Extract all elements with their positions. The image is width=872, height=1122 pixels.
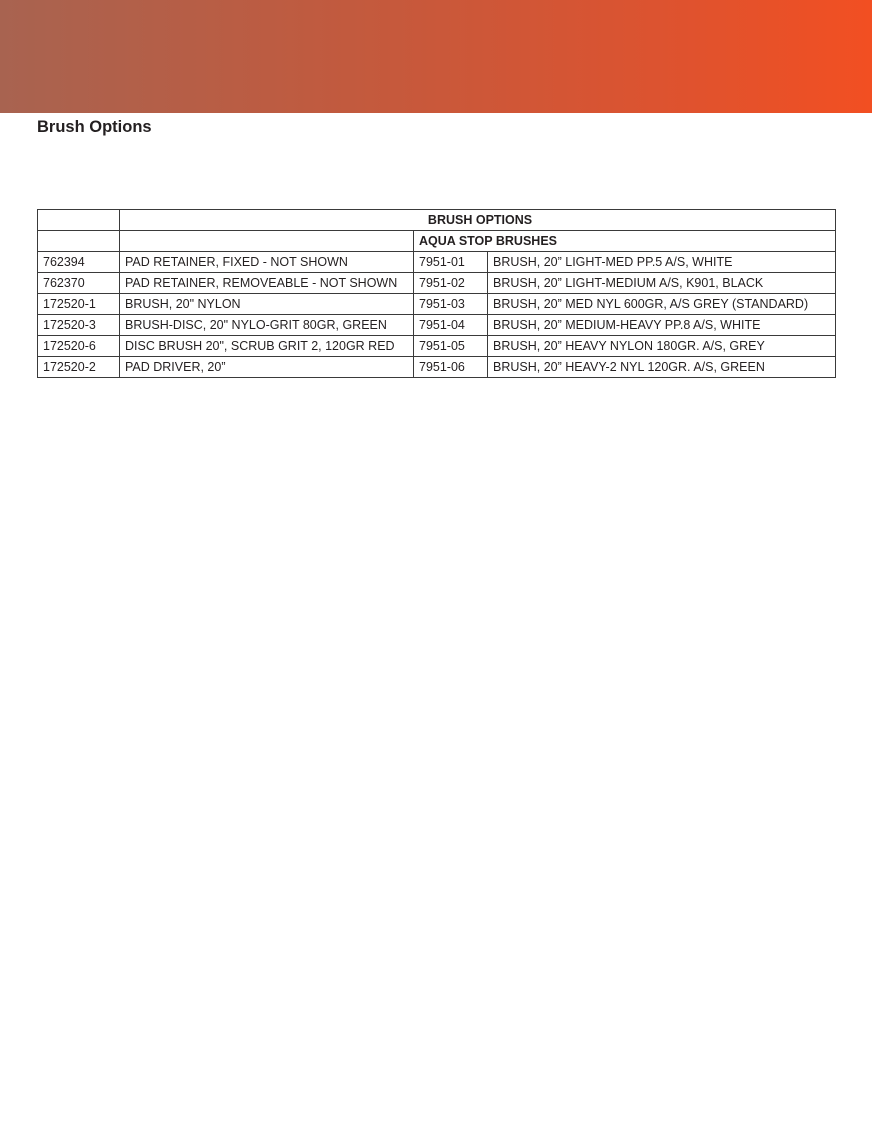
left-description: PAD RETAINER, REMOVEABLE - NOT SHOWN bbox=[120, 273, 414, 294]
subheader-blank-part bbox=[38, 231, 120, 252]
left-description: PAD DRIVER, 20” bbox=[120, 357, 414, 378]
right-description: BRUSH, 20” LIGHT-MEDIUM A/S, K901, BLACK bbox=[488, 273, 836, 294]
left-part-number: 172520-2 bbox=[38, 357, 120, 378]
left-description: PAD RETAINER, FIXED - NOT SHOWN bbox=[120, 252, 414, 273]
table-subheader-row bbox=[38, 231, 836, 252]
page-title: Brush Options bbox=[37, 118, 152, 136]
right-part-number: 7951-04 bbox=[414, 315, 488, 336]
aqua-stop-subheader: AQUA STOP BRUSHES bbox=[414, 231, 836, 252]
table-row bbox=[38, 315, 836, 336]
left-part-number: 762394 bbox=[38, 252, 120, 273]
table-row bbox=[38, 294, 836, 315]
table-title-spacer bbox=[38, 210, 120, 231]
left-description: DISC BRUSH 20", SCRUB GRIT 2, 120GR RED bbox=[120, 336, 414, 357]
right-part-number: 7951-01 bbox=[414, 252, 488, 273]
left-part-number: 762370 bbox=[38, 273, 120, 294]
left-description: BRUSH-DISC, 20" NYLO-GRIT 80GR, GREEN bbox=[120, 315, 414, 336]
left-part-number: 172520-6 bbox=[38, 336, 120, 357]
right-part-number: 7951-03 bbox=[414, 294, 488, 315]
subheader-blank-desc bbox=[120, 231, 414, 252]
right-part-number: 7951-02 bbox=[414, 273, 488, 294]
left-part-number: 172520-3 bbox=[38, 315, 120, 336]
table-row bbox=[38, 273, 836, 294]
right-description: BRUSH, 20” HEAVY NYLON 180GR. A/S, GREY bbox=[488, 336, 836, 357]
right-part-number: 7951-06 bbox=[414, 357, 488, 378]
table-row bbox=[38, 252, 836, 273]
header-band bbox=[0, 0, 872, 113]
right-description: BRUSH, 20” MED NYL 600GR, A/S GREY (STANDARD) bbox=[488, 294, 836, 315]
table-title: BRUSH OPTIONS bbox=[120, 210, 836, 231]
right-description: BRUSH, 20” LIGHT-MED PP.5 A/S, WHITE bbox=[488, 252, 836, 273]
table-row bbox=[38, 357, 836, 378]
right-description: BRUSH, 20” HEAVY-2 NYL 120GR. A/S, GREEN bbox=[488, 357, 836, 378]
right-description: BRUSH, 20” MEDIUM-HEAVY PP.8 A/S, WHITE bbox=[488, 315, 836, 336]
left-description: BRUSH, 20" NYLON bbox=[120, 294, 414, 315]
brush-options-table bbox=[37, 209, 836, 378]
table-row bbox=[38, 336, 836, 357]
table-title-row bbox=[38, 210, 836, 231]
left-part-number: 172520-1 bbox=[38, 294, 120, 315]
right-part-number: 7951-05 bbox=[414, 336, 488, 357]
